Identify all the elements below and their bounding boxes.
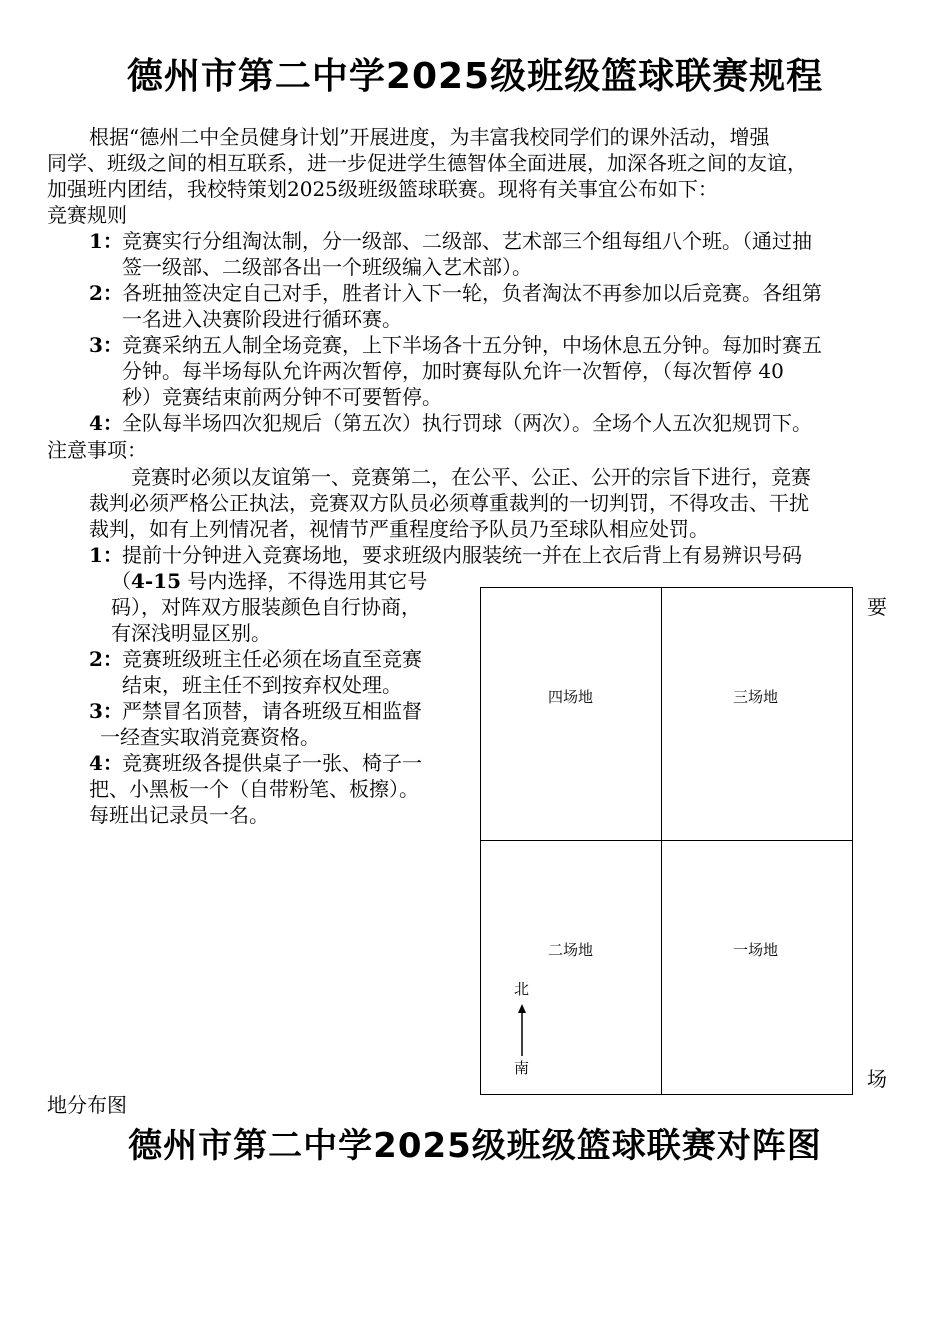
rules-heading: 竞赛规则 [47, 203, 127, 227]
rule-3-line-2: 分钟。每半场每队允许两次暂停，加时赛每队允许一次暂停，（每次暂停 40 [122, 359, 784, 383]
rule-2-line-1: 各班抽签决定自己对手，胜者计入下一轮，负者淘汰不再参加以后竞赛。各组第 [122, 281, 822, 305]
field-map-vertical-divider [661, 587, 662, 1095]
note-1-line-2-number-range: 4-15 [131, 569, 182, 593]
north-arrow-icon [514, 1004, 530, 1056]
intro-line-2: 同学、班级之间的相互联系，进一步促进学生德智体全面进展，加深各班之间的友谊， [47, 151, 807, 175]
note-1-line-2 [111, 568, 427, 594]
note-1-line-1: 提前十分钟进入竞赛场地，要求班级内服装统一并在上衣后背上有易辨识号码 [122, 543, 802, 567]
field-1-label: 一场地 [733, 941, 779, 959]
note-1-line-3: 码），对阵双方服装颜色自行协商， [111, 595, 421, 619]
note-1-line-4: 有深浅明显区别。 [111, 621, 271, 645]
intro-line-1: 根据“德州二中全员健身计划”开展进度，为丰富我校同学们的课外活动，增强 [89, 125, 770, 149]
note-1-line-2-c: 号内选择，不得选用其它号 [181, 569, 428, 593]
field-map-horizontal-divider [480, 840, 853, 841]
note-2-line-2: 结束，班主任不到按弃权处理。 [122, 673, 402, 697]
note-3-line-1: 严禁冒名顶替，请各班级互相监督 [122, 699, 422, 723]
notes-para-line-3: 裁判，如有上列情况者，视情节严重程度给予队员乃至球队相应处罚。 [89, 517, 709, 541]
rule-4-line-1: 全队每半场四次犯规后（第五次）执行罚球（两次）。全场个人五次犯规罚下。 [122, 411, 812, 435]
north-label: 北 [514, 980, 530, 998]
rule-2-line-2: 一名进入决赛阶段进行循环赛。 [122, 307, 402, 331]
note-4-line-1: 竞赛班级各提供桌子一张、椅子一 [122, 751, 422, 775]
note-3-number: 3： [89, 699, 123, 723]
field-2-label: 二场地 [548, 941, 594, 959]
rule-3-line-3: 秒）竞赛结束前两分钟不可要暂停。 [122, 385, 442, 409]
field-3-label: 三场地 [733, 688, 779, 706]
field-map-caption: 地分布图 [47, 1093, 127, 1117]
note-4-line-2: 把、小黑板一个（自带粉笔、板擦）。 [89, 777, 419, 801]
bracket-title: 德州市第二中学2025级班级篮球联赛对阵图 [128, 1126, 822, 1166]
field-map-frame [480, 587, 853, 1095]
field-map-side-char: 场 [867, 1067, 887, 1091]
rule-1-number: 1： [89, 229, 123, 253]
intro-line-3: 加强班内团结，我校特策划2025级班级篮球联赛。现将有关事宜公布如下： [47, 177, 718, 201]
note-1-line-3-right: 要 [867, 595, 887, 619]
page-title: 德州市第二中学2025级班级篮球联赛规程 [126, 56, 824, 97]
note-1-line-2-a: （ [111, 569, 131, 593]
note-4-line-3: 每班出记录员一名。 [89, 803, 269, 827]
notes-heading: 注意事项： [47, 438, 147, 462]
note-2-line-1: 竞赛班级班主任必须在场直至竞赛 [122, 647, 422, 671]
field-4-label: 四场地 [548, 688, 594, 706]
note-2-number: 2： [89, 647, 123, 671]
rule-3-number: 3： [89, 333, 123, 357]
note-3-line-2: 一经查实取消竞赛资格。 [100, 725, 320, 749]
rule-1-line-2: 签一级部、二级部各出一个班级编入艺术部）。 [122, 255, 532, 279]
rule-1-line-1: 竞赛实行分组淘汰制，分一级部、二级部、艺术部三个组每组八个班。（通过抽 [122, 229, 812, 253]
rule-3-line-1: 竞赛采纳五人制全场竞赛，上下半场各十五分钟，中场休息五分钟。每加时赛五 [122, 333, 822, 357]
note-1-number: 1： [89, 543, 123, 567]
rule-2-number: 2： [89, 281, 123, 305]
rule-4-number: 4： [89, 411, 123, 435]
notes-para-line-2: 裁判必须严格公正执法，竞赛双方队员必须尊重裁判的一切判罚，不得攻击、干扰 [89, 491, 809, 515]
notes-para-line-1: 竞赛时必须以友谊第一、竞赛第二，在公平、公正、公开的宗旨下进行，竞赛 [131, 465, 811, 489]
note-4-number: 4： [89, 751, 123, 775]
south-label: 南 [514, 1059, 530, 1077]
